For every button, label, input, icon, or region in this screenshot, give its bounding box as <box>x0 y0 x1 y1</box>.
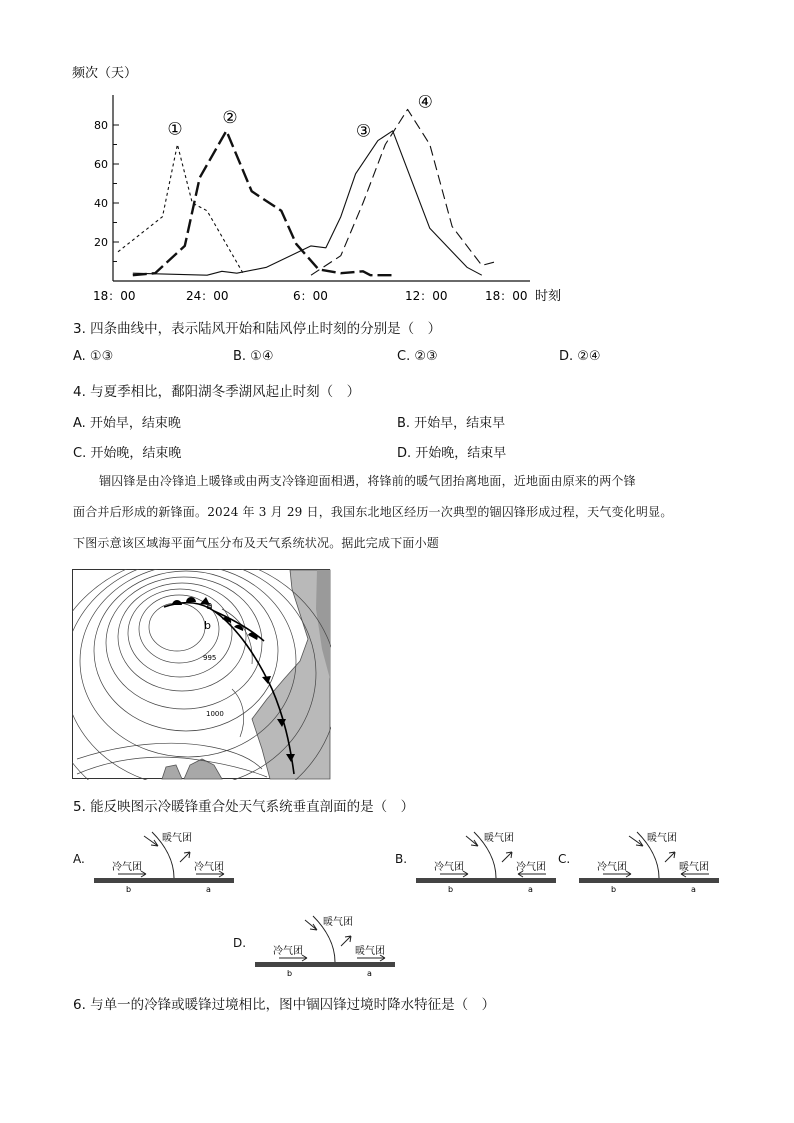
passage-line-1: 锢囚锋是由冷锋追上暖锋或由两支冷锋迎面相遇，将锋前的暖气团抬离地面，近地面由原来的两个锋 <box>99 474 636 488</box>
q4-option-b[interactable]: B. 开始早，结束早 <box>397 416 506 431</box>
q5-option-c-diagram[interactable] <box>573 826 723 894</box>
q3-option-c[interactable]: C. ②③ <box>397 349 438 364</box>
x-tick-label: 12：00 <box>405 289 448 303</box>
isobar-label-1000: 1000 <box>206 710 224 718</box>
y-tick-label: 80 <box>94 119 108 132</box>
c-a-label: a <box>691 885 696 894</box>
d-right-label: 暖气团 <box>355 946 385 957</box>
y-tick-label: 40 <box>94 197 108 210</box>
question-5: 5. 能反映图示冷暖锋重合处天气系统垂直剖面的是（ ） <box>73 799 415 815</box>
d-b-label: b <box>287 969 293 978</box>
x-axis-label: 时刻 <box>535 289 562 304</box>
q5-option-c-letter[interactable]: C. <box>558 852 571 866</box>
a-b-label: b <box>126 885 132 894</box>
series-line-2 <box>133 131 393 275</box>
x-tick-label: 24：00 <box>186 289 229 303</box>
q4-option-c[interactable]: C. 开始晚，结束晚 <box>73 446 182 461</box>
passage-line-3: 下图示意该区域海平面气压分布及天气系统状况。据此完成下面小题 <box>73 536 440 550</box>
d-left-label: 冷气团 <box>273 946 303 957</box>
d-a-label: a <box>367 969 372 978</box>
c-right-label: 暖气团 <box>679 862 709 873</box>
x-tick-label: 6：00 <box>293 289 328 303</box>
passage <box>73 466 733 559</box>
y-tick-label: 20 <box>94 236 108 249</box>
q4-option-d[interactable]: D. 开始晚，结束早 <box>397 446 507 461</box>
q5-option-d-letter[interactable]: D. <box>233 936 247 950</box>
pressure-map <box>72 569 331 780</box>
b-b-label: b <box>448 885 454 894</box>
q5-option-b-diagram[interactable] <box>410 826 560 894</box>
question-3: 3. 四条曲线中，表示陆风开始和陆风停止时刻的分别是（ ） <box>73 321 442 337</box>
series-line-1 <box>118 145 244 276</box>
q4-option-a[interactable]: A. 开始早，结束晚 <box>73 416 181 431</box>
b-right-label: 冷气团 <box>516 862 546 873</box>
a-right-label: 冷气团 <box>194 862 224 873</box>
q3-option-a[interactable]: A. ①③ <box>73 349 114 364</box>
b-a-label: a <box>528 885 533 894</box>
series-line-4 <box>311 109 497 275</box>
q5-option-b-letter[interactable]: B. <box>395 852 408 866</box>
passage-line-2: 面合并后形成的新锋面。2024 年 3 月 29 日，我国东北地区经历一次典型的锢囚锋形成过程，天气变化明显。 <box>73 505 673 519</box>
series-label-2: ② <box>222 107 238 128</box>
a-upper-label: 暖气团 <box>162 833 192 844</box>
q5-option-d-diagram[interactable] <box>249 910 399 978</box>
a-left-label: 冷气团 <box>112 862 142 873</box>
isobar-label-995: 995 <box>203 654 217 662</box>
wind-frequency-chart <box>60 55 580 310</box>
series-line-3 <box>133 131 482 275</box>
c-left-label: 冷气团 <box>597 862 627 873</box>
series-label-1: ① <box>167 119 183 140</box>
y-axis-label: 频次（天） <box>72 66 138 81</box>
d-upper-label: 暖气团 <box>323 917 353 928</box>
b-left-label: 冷气团 <box>434 862 464 873</box>
x-tick-label: 18：00 <box>485 289 528 303</box>
q5-option-a-diagram[interactable] <box>88 826 238 894</box>
x-tick-label: 18：00 <box>93 289 136 303</box>
map-label-a: a <box>206 599 213 612</box>
q5-option-a-letter[interactable]: A. <box>73 852 85 866</box>
c-upper-label: 暖气团 <box>647 833 677 844</box>
a-a-label: a <box>206 885 211 894</box>
question-6: 6. 与单一的冷锋或暖锋过境相比，图中锢囚锋过境时降水特征是（ ） <box>73 997 496 1013</box>
question-4: 4. 与夏季相比，鄱阳湖冬季湖风起止时刻（ ） <box>73 384 361 400</box>
y-tick-label: 60 <box>94 158 108 171</box>
q3-option-d[interactable]: D. ②④ <box>559 349 601 364</box>
c-b-label: b <box>611 885 617 894</box>
map-label-b: b <box>204 619 211 632</box>
b-upper-label: 暖气团 <box>484 833 514 844</box>
q3-option-b[interactable]: B. ①④ <box>233 349 274 364</box>
series-label-3: ③ <box>355 121 372 142</box>
series-label-4: ④ <box>417 92 433 113</box>
